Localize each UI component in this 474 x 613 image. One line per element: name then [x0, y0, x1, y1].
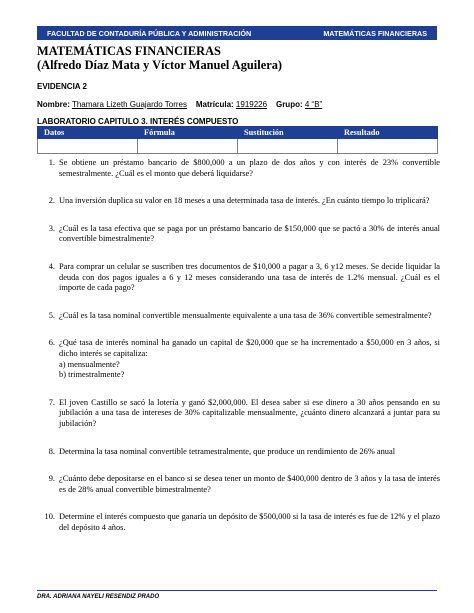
question-number: 6.: [48, 338, 55, 348]
col-resultado: Resultado: [338, 127, 438, 139]
footer-divider: [37, 590, 437, 591]
question-text: Determina la tasa nominal convertible tetramestralmente, que produce un rendimiento de 26% anual: [59, 446, 396, 456]
student-info: [37, 100, 457, 109]
question-text: Determine el interés compuesto que ganaría un depósito de $500,000 si la tasa de interés es fue de 12% y el plazo del depósito 4 años.: [59, 512, 440, 532]
question-text: ¿Qué tasa de interés nominal ha ganado un capital de $20,000 que se ha incrementado a $50,000 en 3 años, si dicho interés se capitaliza:: [59, 338, 440, 358]
question-number: 5.: [48, 310, 55, 320]
cell-sustitucion[interactable]: [238, 139, 338, 154]
question-text: ¿Cuál es la tasa nominal convertible mensualmente equivalente a una tasa de 36% convertible semestralmente?: [59, 310, 432, 320]
question-item: [37, 158, 440, 179]
question-item: [37, 311, 440, 322]
question-number: 3.: [48, 223, 55, 233]
col-datos: Datos: [38, 127, 138, 139]
table-row: [38, 139, 438, 154]
matricula-value: 1919226: [235, 100, 268, 109]
question-text: Para comprar un celular se suscriben tres documentos de $10,000 a pagar a 3, 6 y12 meses. Se decide liquidar la deuda con dos pagos iguales a 6 y 12 meses considerando una tasa de interés de 1.2% mensual. ¿Cuál es el importe de cada pago?: [59, 261, 440, 293]
question-item: [37, 338, 440, 380]
document-title: [37, 44, 437, 72]
question-number: 9.: [48, 474, 55, 484]
question-number: 1.: [48, 158, 55, 167]
question-item: [37, 447, 440, 458]
question-text: ¿Cuánto debe depositarse en el banco si se desea tener un monto de $400,000 dentro de 3 años y la tasa de interés es de 28% anual convertible bimestralmente?: [59, 474, 440, 494]
group-label: Grupo:: [275, 100, 303, 109]
question-item: [37, 262, 440, 294]
footer-author: DRA. ADRIANA NAYELI RESENDIZ PRADO: [37, 594, 160, 600]
question-text: El joven Castillo se sacó la lotería y ganó $2,000,000. El desea saber si ese dinero a 30 años pensando en su jubilación a una tasa de intereses de 30% capitalizable mensualmente, ¿cuánto dinero alcanzará a juntar para su jubilación?: [59, 397, 440, 428]
question-number: 2.: [48, 196, 55, 206]
question-text: Se obtiene un préstamo bancario de $800,000 a un plazo de dos años y con interés de 23% convertible semestralmente. ¿Cuál es el monto que deberá liquidarse?: [59, 158, 440, 178]
cell-resultado[interactable]: [338, 139, 438, 154]
question-number: 4.: [48, 261, 55, 271]
header-bar: [37, 26, 437, 40]
question-text: ¿Cuál es la tasa efectiva que se paga por un préstamo bancario de $150,000 que se pactó a 30% de interés anual convertible bimestralmente?: [59, 223, 440, 244]
header-faculty: FACULTAD DE CONTADURÍA PÚBLICA Y ADMINISTRACIÓN: [47, 28, 252, 38]
evidence-label: EVIDENCIA 2: [37, 82, 87, 91]
question-item: [37, 474, 440, 495]
table-header-row: [38, 127, 438, 139]
question-subitem-b: b) trimestralmente?: [59, 370, 125, 380]
work-table: [37, 126, 438, 154]
matricula-label: Matrícula:: [195, 100, 234, 109]
question-number: 7.: [48, 397, 55, 407]
cell-formula[interactable]: [138, 139, 238, 154]
col-sustitucion: Sustitución: [238, 127, 338, 139]
name-value: Thamara Lizeth Guajardo Torres: [71, 100, 187, 109]
title-line-2: (Alfredo Díaz Mata y Víctor Manuel Aguilera): [37, 58, 283, 72]
question-item: [37, 398, 440, 430]
header-subject: MATEMÁTICAS FINANCIERAS: [323, 28, 427, 38]
question-item: [37, 224, 440, 245]
question-item: [37, 196, 440, 207]
question-list: [37, 158, 440, 533]
lab-title: LABORATORIO CAPITULO 3. INTERÉS COMPUESTO: [37, 117, 239, 126]
question-subitem-a: a) mensualmente?: [59, 359, 120, 369]
question-text: Una inversión duplica su valor en 18 meses a una determinada tasa de interés. ¿En cuánto tiempo lo triplicará?: [59, 196, 430, 206]
question-number: 8.: [48, 446, 55, 456]
cell-datos[interactable]: [38, 139, 138, 154]
question-item: [37, 512, 440, 533]
col-formula: Fórmula: [138, 127, 238, 139]
group-value: 4 “B”: [304, 100, 323, 109]
title-line-1: MATEMÁTICAS FINANCIERAS: [37, 44, 221, 58]
name-label: Nombre:: [37, 100, 70, 109]
question-number: 10.: [44, 512, 55, 522]
